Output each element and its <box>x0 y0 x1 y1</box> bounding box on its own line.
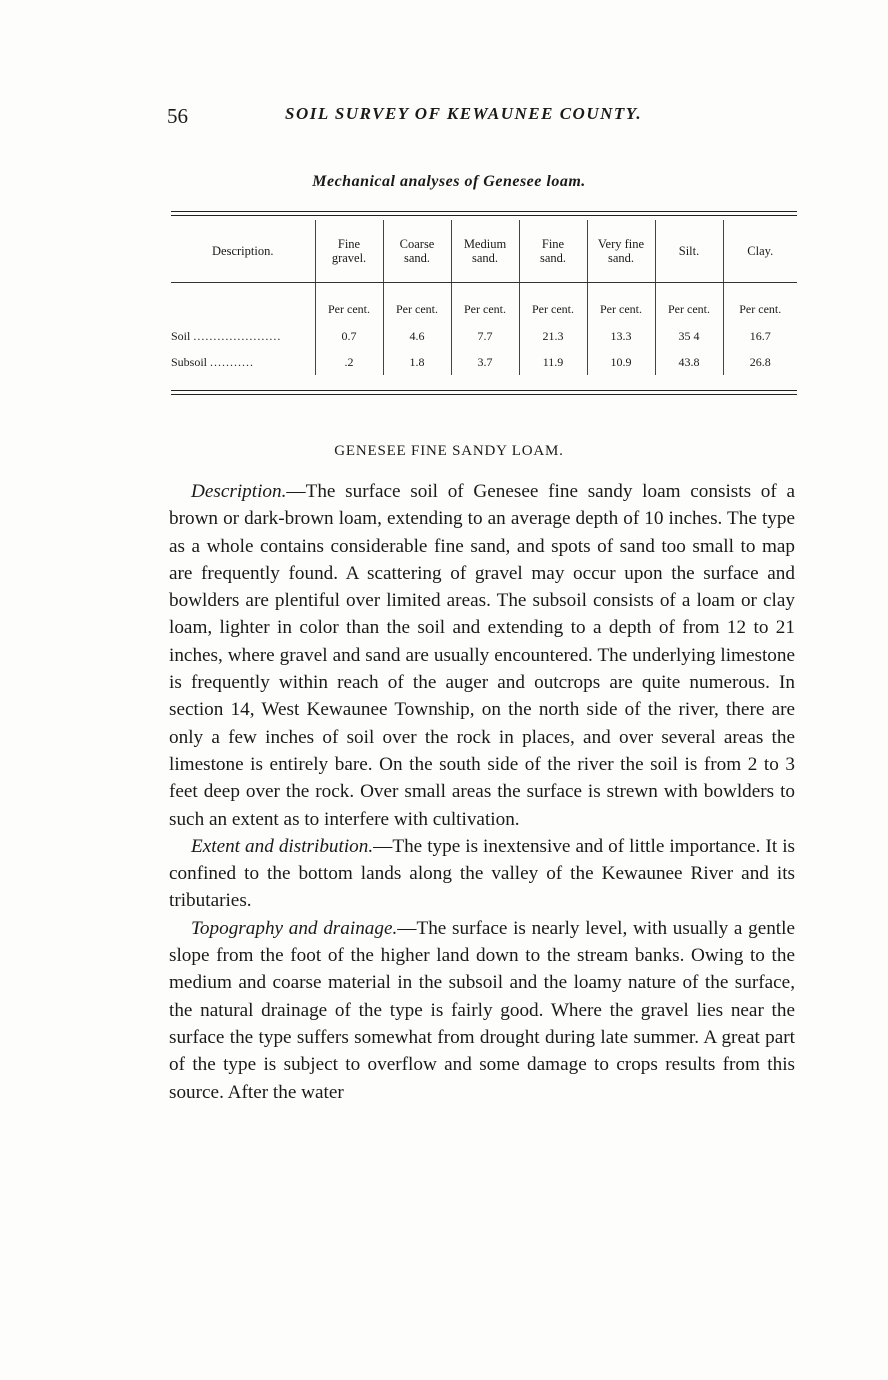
table-cell: 4.6 <box>383 323 451 349</box>
unit-cell: Per cent. <box>655 283 723 324</box>
paragraph-body: —The surface is nearly level, with usually a gentle slope from the foot of the higher land down to the stream banks. Owing to the medium and coarse material in the subsoil and the loamy nature of the surface, the natural drainage of the type is fairly good. Where the gravel lies near the surface the type suffers somewhat from drought during late summer. A great part of the type is subject to overflow and some damage to crops results from this source. After the water <box>169 917 795 1103</box>
table-cell: 10.9 <box>587 349 655 375</box>
section-heading: GENESEE FINE SANDY LOAM. <box>334 443 564 459</box>
table-cell: 26.8 <box>723 349 797 375</box>
table-row-subsoil <box>171 349 797 375</box>
row-label: Soil ...................... <box>171 328 282 343</box>
table-cell: 21.3 <box>519 323 587 349</box>
row-label: Subsoil ........... <box>171 354 255 369</box>
paragraph-lead: Topography and drainage. <box>191 917 398 939</box>
table-header-row <box>171 220 797 283</box>
col-header-description: Description. <box>171 220 315 283</box>
table-cell: 43.8 <box>655 349 723 375</box>
table-cell: 3.7 <box>451 349 519 375</box>
col-header-silt: Silt. <box>655 220 723 283</box>
unit-cell: Per cent. <box>451 283 519 324</box>
paragraph-topography <box>169 915 795 1106</box>
running-head: SOIL SURVEY OF KEWAUNEE COUNTY. <box>285 104 643 123</box>
table-top-rule-2 <box>171 215 797 216</box>
table-row-soil <box>171 323 797 349</box>
table-cell: 35 4 <box>655 323 723 349</box>
unit-cell: Per cent. <box>519 283 587 324</box>
paragraph-lead: Extent and distribution. <box>191 835 374 857</box>
col-header-medium-sand: Medium sand. <box>451 220 519 283</box>
table-top-rule <box>171 211 797 212</box>
table-cell: 11.9 <box>519 349 587 375</box>
units-blank <box>171 283 315 324</box>
paragraph-lead: Description. <box>191 481 287 502</box>
unit-cell: Per cent. <box>315 283 383 324</box>
paragraph-body: —The surface soil of Genesee fine sandy loam consists of a brown or dark-brown loam, extending to an average depth of 10 inches. The type as a whole contains considerable fine sand, and spots of sand too small to map are frequently found. A scattering of gravel may occur upon the surface and bowlders are plentiful over limited areas. The subsoil consists of a loam or clay loam, lighter in color than the soil and extending to a depth of from 12 to 21 inches, where gravel and sand are usually encountered. The underlying limestone is frequently within reach of the auger and outcrops are quite numerous. In section 14, West Kewaunee Township, on the north side of the river, there are only a few inches of soil over the rock in places, and over several areas the limestone is entirely bare. On the south side of the river the soil is from 2 to 3 feet deep over the rock. Over small areas the surface is strewn with bowlders to such an extent as to interfere with cultivation. <box>169 481 795 830</box>
unit-cell: Per cent. <box>723 283 797 324</box>
col-header-fine-sand: Fine sand. <box>519 220 587 283</box>
col-header-very-fine-sand: Very fine sand. <box>587 220 655 283</box>
table-cell: 1.8 <box>383 349 451 375</box>
table-bottom-rule <box>171 390 797 391</box>
col-header-coarse-sand: Coarse sand. <box>383 220 451 283</box>
table-caption: Mechanical analyses of Genesee loam. <box>312 173 586 190</box>
col-header-clay: Clay. <box>723 220 797 283</box>
paragraph-extent <box>169 833 795 915</box>
paragraph-description <box>169 478 795 833</box>
table-cell: .2 <box>315 349 383 375</box>
table-cell: 0.7 <box>315 323 383 349</box>
col-header-fine-gravel: Fine gravel. <box>315 220 383 283</box>
table-cell: 16.7 <box>723 323 797 349</box>
table-cell: 13.3 <box>587 323 655 349</box>
unit-cell: Per cent. <box>587 283 655 324</box>
dot-leader: ...................... <box>193 328 282 343</box>
body-text <box>169 478 795 1106</box>
unit-cell: Per cent. <box>383 283 451 324</box>
mechanical-analyses-table <box>171 220 797 375</box>
table-cell: 7.7 <box>451 323 519 349</box>
dot-leader: ........... <box>210 354 255 369</box>
table-bottom-rule-2 <box>171 394 797 395</box>
table-units-row <box>171 283 797 324</box>
page-number: 56 <box>167 104 188 128</box>
paragraph-body: —The type is inextensive and of little importance. It is confined to the bottom lands along the valley of the Kewaunee River and its tributaries. <box>169 835 795 912</box>
